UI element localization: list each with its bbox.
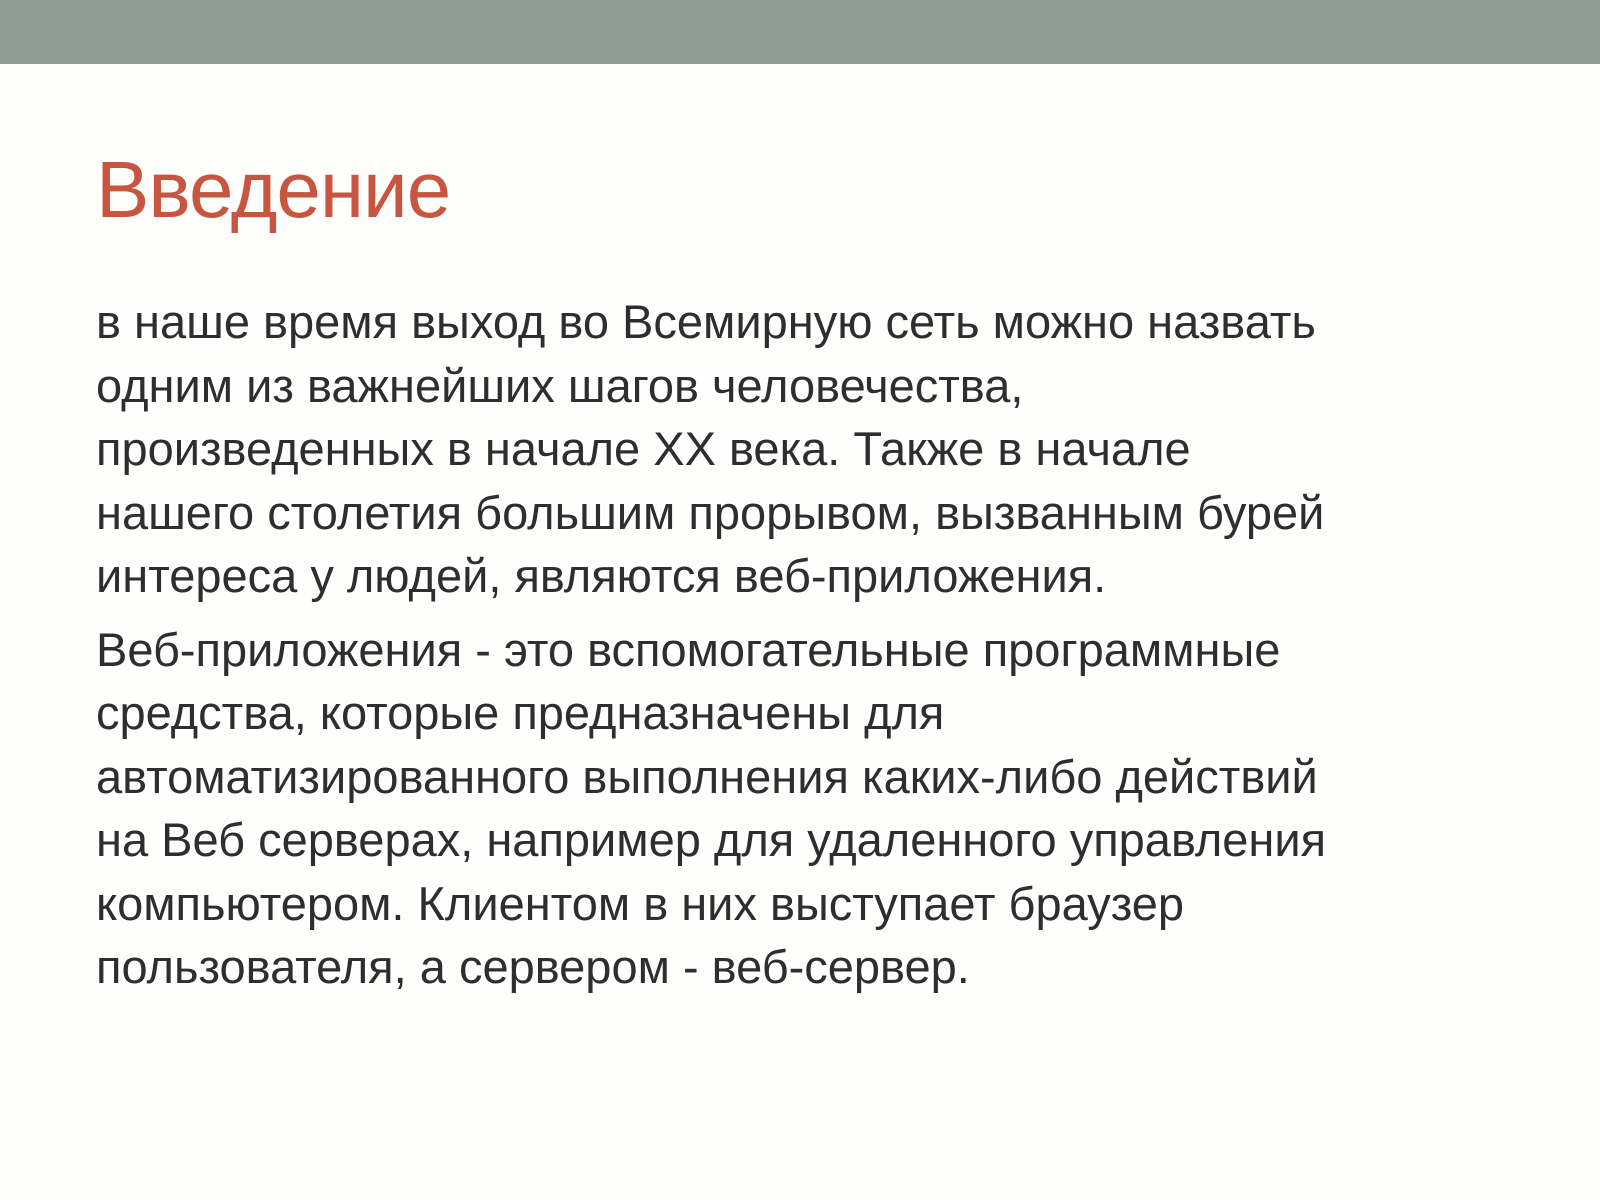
paragraph-line: в наше время выход во Всемирную сеть можно назвать xyxy=(96,295,1316,348)
paragraph-line: Веб-приложения - это вспомогательные программные xyxy=(96,622,1281,676)
paragraph-line: средства, которые предназначены для xyxy=(96,686,945,739)
paragraph-line: одним из важнейших шагов человечества, xyxy=(96,358,1024,412)
paragraph-line: на Веб серверах, например для удаленного управления xyxy=(96,813,1327,866)
body-paragraph xyxy=(96,618,1536,999)
paragraph-line: компьютером. Клиентом в них выступает браузер xyxy=(96,876,1185,930)
slide-body xyxy=(96,290,1536,1009)
paragraph-line: нашего столетия большим прорывом, вызванным бурей xyxy=(96,485,1325,539)
slide-header-bar xyxy=(0,0,1600,64)
slide-title: Введение xyxy=(96,145,451,234)
paragraph-line: интереса у людей, являются веб-приложения. xyxy=(96,549,1107,602)
paragraph-line: произведенных в начале XX века. Также в начале xyxy=(96,422,1191,475)
paragraph-line: автоматизированного выполнения каких-либо действий xyxy=(96,749,1318,803)
paragraph-line: пользователя, а сервером - веб-сервер. xyxy=(96,940,970,993)
body-paragraph xyxy=(96,290,1536,608)
